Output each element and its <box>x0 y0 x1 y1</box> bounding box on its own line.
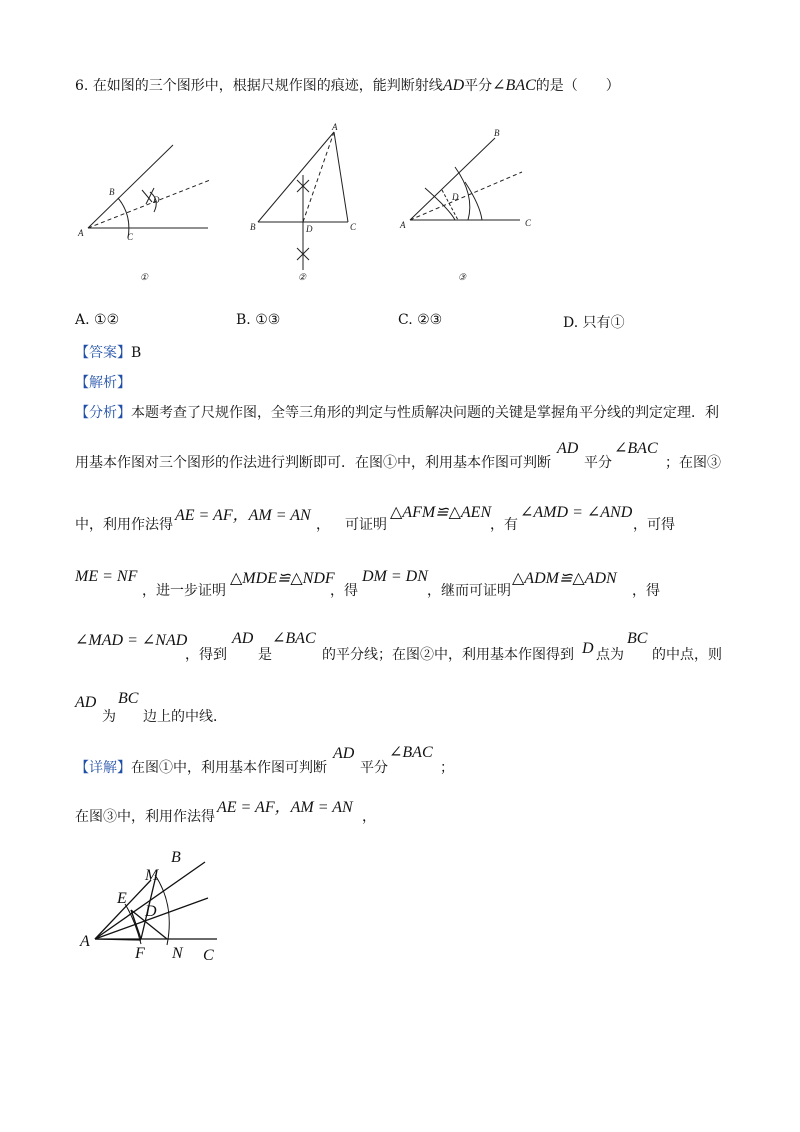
fig1-caption: ① <box>140 272 149 282</box>
question-number: 6. <box>75 78 89 94</box>
detail-label-E: E <box>117 890 127 907</box>
fenxi-line-2: 用基本作图对三个图形的作法进行判断即可．在图①中，利用基本作图可判断 <box>75 455 551 471</box>
option-a[interactable]: A. ①② <box>75 312 120 328</box>
fig1-label-C: C <box>127 232 134 242</box>
detail-label-B: B <box>171 849 181 866</box>
fenxi-line-5: ∠MAD = ∠NAD <box>75 632 188 649</box>
fig2-label-D: D <box>306 224 313 234</box>
question-figures <box>70 120 550 290</box>
fig3-label-B: B <box>494 128 500 138</box>
option-b[interactable]: B. ①③ <box>236 312 281 328</box>
fig1-label-A: A <box>78 228 84 238</box>
answer-value: B <box>131 345 142 361</box>
figure-3 <box>410 138 522 220</box>
fig2-label-A: A <box>332 122 338 132</box>
fenxi-line-4: ME = NF <box>75 568 138 585</box>
fig1-label-B: B <box>109 187 115 197</box>
fig3-label-D: D <box>452 192 459 202</box>
answer-tag: 【答案】 <box>75 345 131 361</box>
fig3-label-A: A <box>400 220 406 230</box>
xiangjie-line-1: 【详解】在图①中，利用基本作图可判断 <box>75 760 327 776</box>
detail-label-C: C <box>203 947 214 964</box>
fig2-label-B: B <box>250 222 256 232</box>
detail-label-A: A <box>80 933 90 950</box>
fig2-caption: ② <box>298 272 307 282</box>
fig3-label-C: C <box>525 218 532 228</box>
analysis-tag: 【解析】 <box>75 375 131 391</box>
fenxi-line-6: AD <box>75 694 97 711</box>
fig1-label-D: D <box>153 195 160 205</box>
detail-figure <box>75 840 235 970</box>
question-stem: 6. 在如图的三个图形中，根据尺规作图的痕迹，能判断射线AD平分∠BAC的是（ ） <box>75 77 620 94</box>
fenxi-line-3: 中，利用作法得 <box>75 517 173 533</box>
fenxi-line-1: 【分析】本题考查了尺规作图，全等三角形的判定与性质解决问题的关键是掌握角平分线的判定定理．利 <box>75 405 719 421</box>
figure-2 <box>258 132 348 270</box>
detail-label-F: F <box>135 945 145 962</box>
xiangjie-line-2: 在图③中，利用作法得 <box>75 809 215 825</box>
option-d[interactable]: D. 只有① <box>563 315 625 331</box>
detail-label-N: N <box>172 945 183 962</box>
detail-label-D: D <box>145 903 157 920</box>
answer-line <box>75 342 141 362</box>
option-c[interactable]: C. ②③ <box>398 312 443 328</box>
figure-1 <box>88 145 210 238</box>
detail-label-M: M <box>145 867 159 884</box>
fig3-caption: ③ <box>458 272 467 282</box>
fig2-label-C: C <box>350 222 357 232</box>
